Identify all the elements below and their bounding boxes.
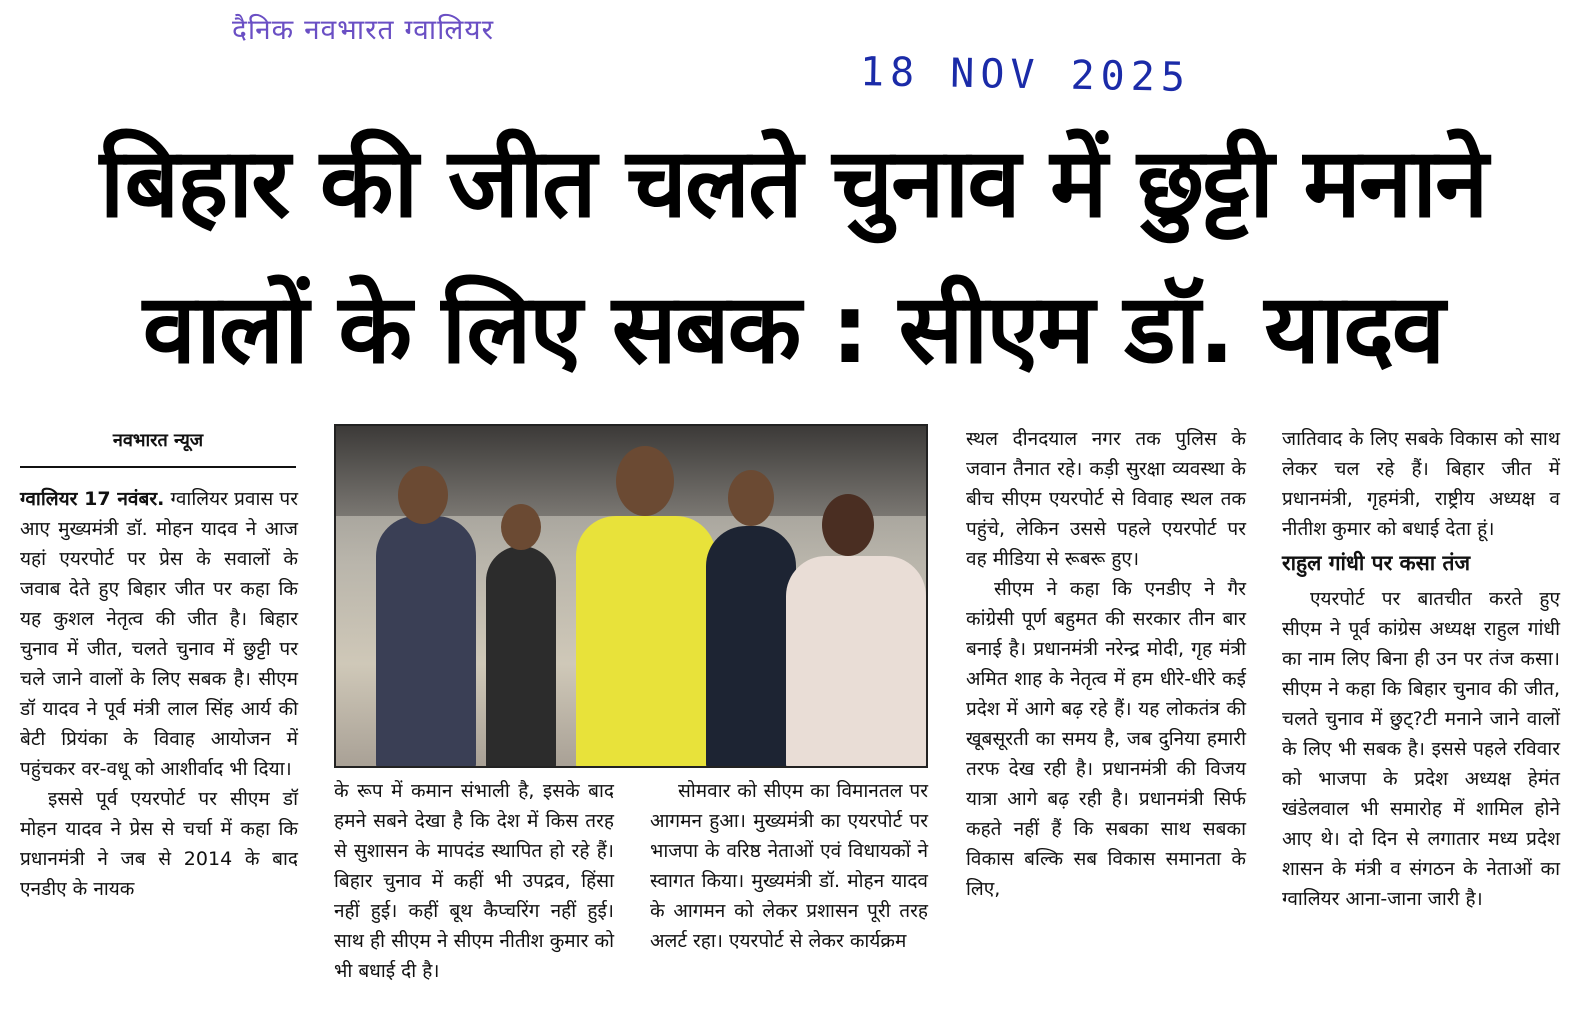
headline: [20, 110, 1566, 402]
paragraph: के रूप में कमान संभाली है, इसके बाद हमने सबने देखा है कि देश में किस तरह से सुशासन के मापदंड स्थापित हो रहे हैं। बिहार चुनाव में कहीं भी उपद्रव, हिंसा नहीं हुई। कहीं बूथ कैप्चरिंग नहीं हुई। साथ ही सीएम ने सीएम नीतीश कुमार को भी बधाई दी है।: [334, 780, 614, 982]
date-stamp: 18 NOV 2025: [859, 49, 1192, 101]
paragraph: सोमवार को सीएम का विमानतल पर आगमन हुआ। मुख्यमंत्री का एयरपोर्ट पर भाजपा के वरिष्ठ नेताओं एवं विधायकों ने स्वागत किया। मुख्यमंत्री डॉ. मोहन यादव के आगमन को लेकर प्रशासन पूरी तरह अलर्ट रहा। एयरपोर्ट से लेकर कार्यक्रम: [650, 780, 928, 952]
paragraph: एयरपोर्ट पर बातचीत करते हुए सीएम ने पूर्व कांग्रेस अध्यक्ष राहुल गांधी का नाम लिए बिना ही उन पर तंज कसा। सीएम ने कहा कि बिहार चुनाव की जीत, चलते चुनाव में छुट्?टी मनाने जाने वालों के लिए भी सबक है। इससे पहले रविवार को भाजपा के प्रदेश अध्यक्ष हेमंत खंडेलवाल भी समारोह में शामिल होने आए थे। दो दिन से लगातार मध्य प्रदेश शासन के मंत्री व संगठन के नेताओं का ग्वालियर आना-जाना जारी है।: [1282, 588, 1560, 910]
dateline: ग्वालियर 17 नवंबर.: [20, 488, 165, 510]
article-column-3: [650, 776, 928, 956]
paragraph: स्थल दीनदयाल नगर तक पुलिस के जवान तैनात रहे। कड़ी सुरक्षा व्यवस्था के बीच सीएम एयरपोर्ट से विवाह स्थल तक पहुंचे, लेकिन उससे पहले एयरपोर्ट पर वह मीडिया से रूबरू हुए।: [966, 428, 1246, 570]
headline-line-2: वालों के लिए सबक : सीएम डॉ. यादव: [142, 273, 1444, 385]
byline: नवभारत न्यूज: [112, 430, 204, 451]
headline-line-1: बिहार की जीत चलते चुनाव में छुट्टी मनाने: [99, 127, 1487, 239]
article-column-1: [20, 484, 298, 904]
paragraph: जातिवाद के लिए सबके विकास को साथ लेकर चल रहे हैं। बिहार जीत में प्रधानमंत्री, गृहमंत्री, राष्ट्रीय अध्यक्ष व नीतीश कुमार को बधाई देता हूं।: [1282, 428, 1560, 540]
byline-divider: [20, 466, 296, 468]
article-column-4: [966, 424, 1246, 904]
article-column-2: [334, 776, 614, 986]
paragraph: सीएम ने कहा कि एनडीए ने गैर कांग्रेसी पूर्ण बहुमत की सरकार तीन बार बनाई है। प्रधानमंत्री नरेन्द्र मोदी, गृह मंत्री अमित शाह के नेतृत्व में हम धीरे-धीरे कई प्रदेश में आगे बढ़ रहे हैं। यह लोकतंत्र की खूबसूरती का समय है, जब दुनिया हमारी तरफ देख रही है। प्रधानमंत्री की विजय यात्रा आगे बढ़ रही है। प्रधानमंत्री सिर्फ कहते नहीं हैं कि सबका साथ सबका विकास बल्कि सब विकास समानता के लिए,: [966, 578, 1246, 900]
photo-cm-airport-icon: [334, 424, 928, 768]
paragraph: ग्वालियर प्रवास पर आए मुख्यमंत्री डॉ. मोहन यादव ने आज यहां एयरपोर्ट पर प्रेस के सवालों के जवाब देते हुए बिहार जीत पर कहा कि यह कुशल नेतृत्व की जीत है। बिहार चुनाव में जीत, चलते चुनाव में छुट्टी पर चले जाने वालों के लिए सबक है। सीएम डॉ यादव ने पूर्व मंत्री लाल सिंह आर्य की बेटी प्रियंका के विवाह आयोजन में पहुंचकर वर-वधू को आशीर्वाद भी दिया।: [20, 488, 298, 780]
masthead-stamp: दैनिक नवभारत ग्वालियर: [232, 13, 495, 46]
subheading: राहुल गांधी पर कसा तंज: [1282, 551, 1471, 575]
article-column-5: [1282, 424, 1560, 914]
paragraph: इससे पूर्व एयरपोर्ट पर सीएम डॉ मोहन यादव ने प्रेस से चर्चा में कहा कि प्रधानमंत्री ने जब से 2014 के बाद एनडीए के नायक: [20, 788, 298, 900]
